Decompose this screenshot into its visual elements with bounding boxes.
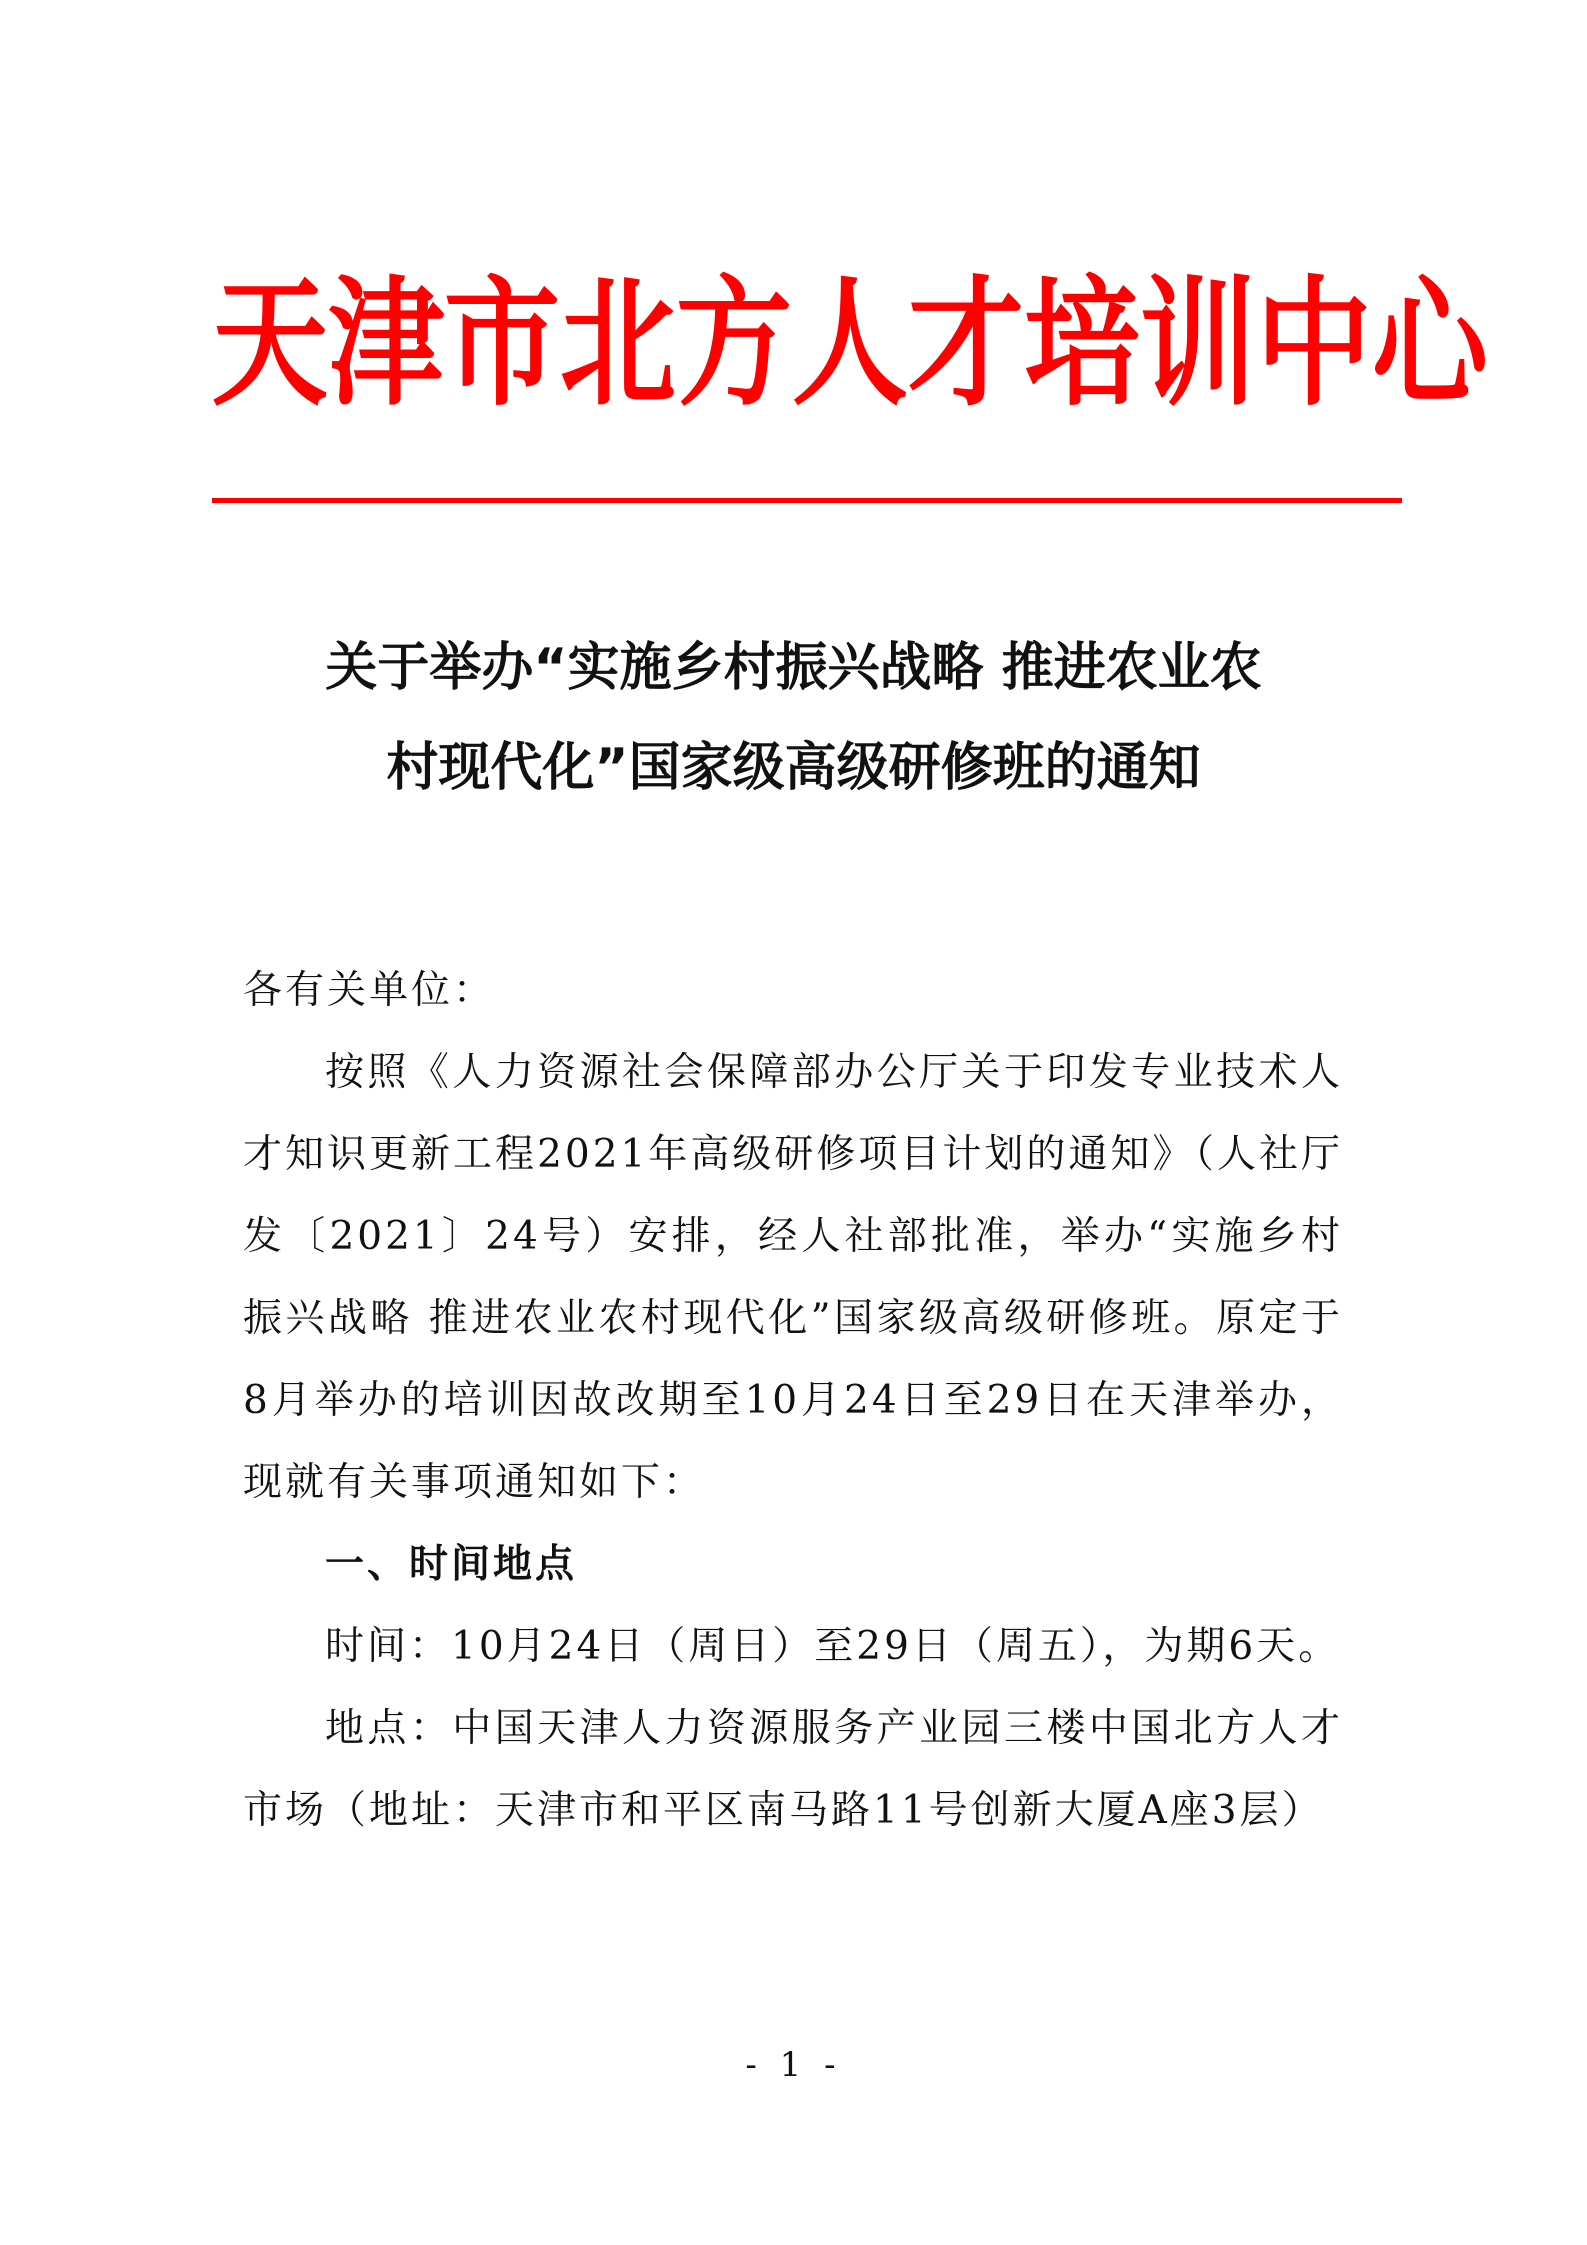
section-heading-time-location: 一、时间地点: [325, 1542, 578, 1587]
intro-paragraph: 按照《人力资源社会保障部办公厅关于印发专业技术人才知识更新工程2021年高级研修项目计划的通知》（人社厅发〔2021〕24号）安排，经人社部批准，举办“实施乡村振兴战略 推进农业农村现代化”国家级高级研修班。原定于8月举办的培训因故改期至10月24日至29日在天津举办，现就有关事项通知如下：: [243, 1050, 1343, 1505]
salutation: 各有关单位：: [243, 968, 496, 1013]
document-title: [180, 618, 1407, 818]
document-title-line-1: 关于举办“实施乡村振兴战略 推进农业农: [325, 638, 1262, 698]
masthead-red-rule: [212, 498, 1402, 503]
document-body: [243, 950, 1343, 1852]
time-paragraph: 时间：10月24日（周日）至29日（周五），为期6天。: [325, 1624, 1341, 1669]
document-title-line-2: 村现代化”国家级高级研修班的通知: [386, 738, 1201, 798]
page-number: - 1 -: [745, 2045, 842, 2085]
organization-masthead: 天津市北方人才培训中心: [212, 263, 1488, 426]
location-paragraph: 地点：中国天津人力资源服务产业园三楼中国北方人才市场（地址：天津市和平区南马路11号创新大厦A座3层）: [243, 1706, 1343, 1833]
